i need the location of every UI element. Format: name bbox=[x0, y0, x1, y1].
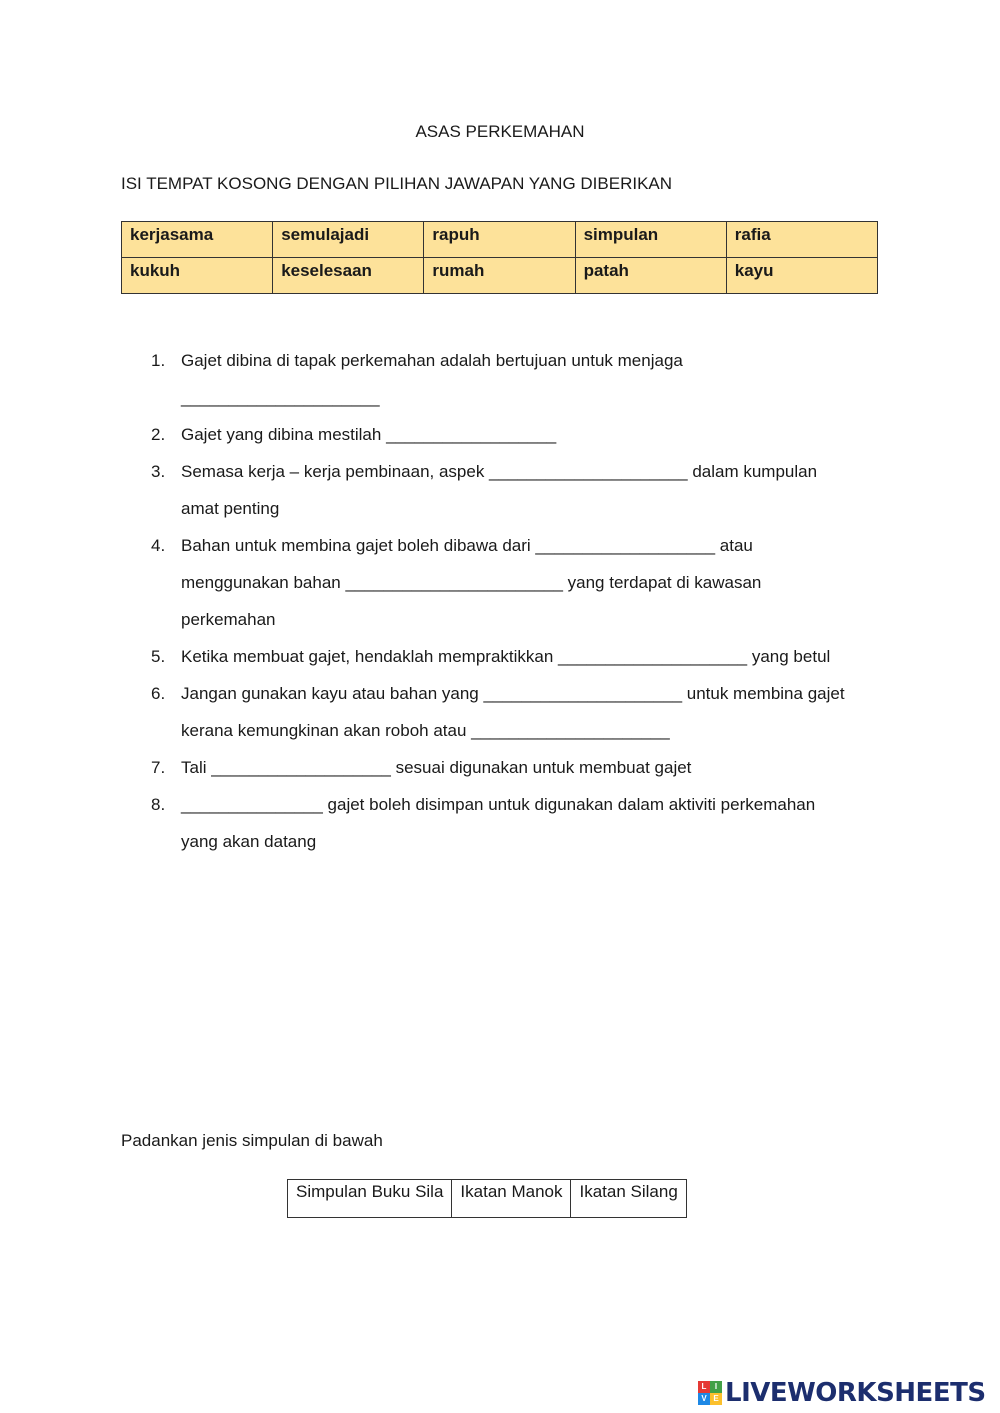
question-number: 5. bbox=[151, 647, 166, 666]
question-text[interactable]: menggunakan bahan _______________________ yang terdapat di kawasan bbox=[181, 573, 762, 592]
match-instruction: Padankan jenis simpulan di bawah bbox=[121, 1131, 383, 1150]
knot-types-table bbox=[287, 1179, 687, 1218]
question-text[interactable]: Ketika membuat gajet, hendaklah mempraktikkan ____________________ yang betul bbox=[181, 647, 831, 666]
knot-types-row bbox=[288, 1180, 687, 1218]
question-number: 8. bbox=[151, 795, 166, 814]
logo-tile: L bbox=[698, 1381, 710, 1393]
word-bank-cell: kerjasama bbox=[122, 222, 273, 258]
question-text[interactable]: Bahan untuk membina gajet boleh dibawa dari ___________________ atau bbox=[181, 536, 753, 555]
knot-type-cell[interactable]: Ikatan Manok bbox=[452, 1180, 571, 1218]
liveworksheets-logo-icon bbox=[698, 1381, 722, 1405]
question-item bbox=[121, 453, 891, 527]
question-text[interactable]: Gajet yang dibina mestilah __________________ bbox=[181, 425, 557, 444]
question-item bbox=[121, 638, 891, 675]
question-number: 7. bbox=[151, 758, 166, 777]
word-bank-cell: keselesaan bbox=[273, 258, 424, 294]
liveworksheets-brand bbox=[698, 1378, 986, 1408]
knot-type-cell[interactable]: Ikatan Silang bbox=[571, 1180, 686, 1218]
word-bank-table bbox=[121, 221, 878, 294]
question-text: Gajet dibina di tapak perkemahan adalah bertujuan untuk menjaga bbox=[181, 351, 683, 370]
question-text[interactable]: Tali ___________________ sesuai digunakan untuk membuat gajet bbox=[181, 758, 692, 777]
logo-tile: I bbox=[710, 1381, 722, 1393]
knot-type-cell[interactable]: Simpulan Buku Sila bbox=[288, 1180, 452, 1218]
question-text[interactable]: Jangan gunakan kayu atau bahan yang _____________________ untuk membina gajet bbox=[181, 684, 845, 703]
word-bank-cell: rapuh bbox=[424, 222, 575, 258]
word-bank-cell: kukuh bbox=[122, 258, 273, 294]
word-bank-cell: kayu bbox=[726, 258, 877, 294]
word-bank-row bbox=[122, 222, 878, 258]
word-bank-cell: rafia bbox=[726, 222, 877, 258]
question-item bbox=[121, 342, 891, 416]
question-number: 4. bbox=[151, 536, 166, 555]
question-item bbox=[121, 786, 891, 860]
question-text: amat penting bbox=[181, 499, 280, 518]
question-text[interactable]: Semasa kerja – kerja pembinaan, aspek _____________________ dalam kumpulan bbox=[181, 462, 818, 481]
question-item bbox=[121, 527, 891, 638]
question-item bbox=[121, 749, 891, 786]
word-bank-row bbox=[122, 258, 878, 294]
word-bank-cell: semulajadi bbox=[273, 222, 424, 258]
fill-in-instruction: ISI TEMPAT KOSONG DENGAN PILIHAN JAWAPAN YANG DIBERIKAN bbox=[121, 174, 673, 193]
question-text[interactable]: kerana kemungkinan akan roboh atau _____________________ bbox=[181, 721, 670, 740]
word-bank-cell: patah bbox=[575, 258, 726, 294]
question-number: 1. bbox=[151, 351, 166, 370]
logo-tile: E bbox=[710, 1393, 722, 1405]
brand-name: LIVEWORKSHEETS bbox=[725, 1378, 986, 1408]
question-list bbox=[121, 342, 891, 860]
question-number: 6. bbox=[151, 684, 166, 703]
question-text[interactable]: _______________ gajet boleh disimpan untuk digunakan dalam aktiviti perkemahan bbox=[181, 795, 816, 814]
question-number: 3. bbox=[151, 462, 166, 481]
worksheet-title: ASAS PERKEMAHAN bbox=[415, 122, 585, 141]
question-item bbox=[121, 675, 891, 749]
question-item bbox=[121, 416, 891, 453]
question-number: 2. bbox=[151, 425, 166, 444]
word-bank-cell: simpulan bbox=[575, 222, 726, 258]
question-text: yang akan datang bbox=[181, 832, 317, 851]
logo-tile: V bbox=[698, 1393, 710, 1405]
question-text: perkemahan bbox=[181, 610, 276, 629]
word-bank-cell: rumah bbox=[424, 258, 575, 294]
answer-blank[interactable]: _____________________ bbox=[181, 388, 380, 407]
